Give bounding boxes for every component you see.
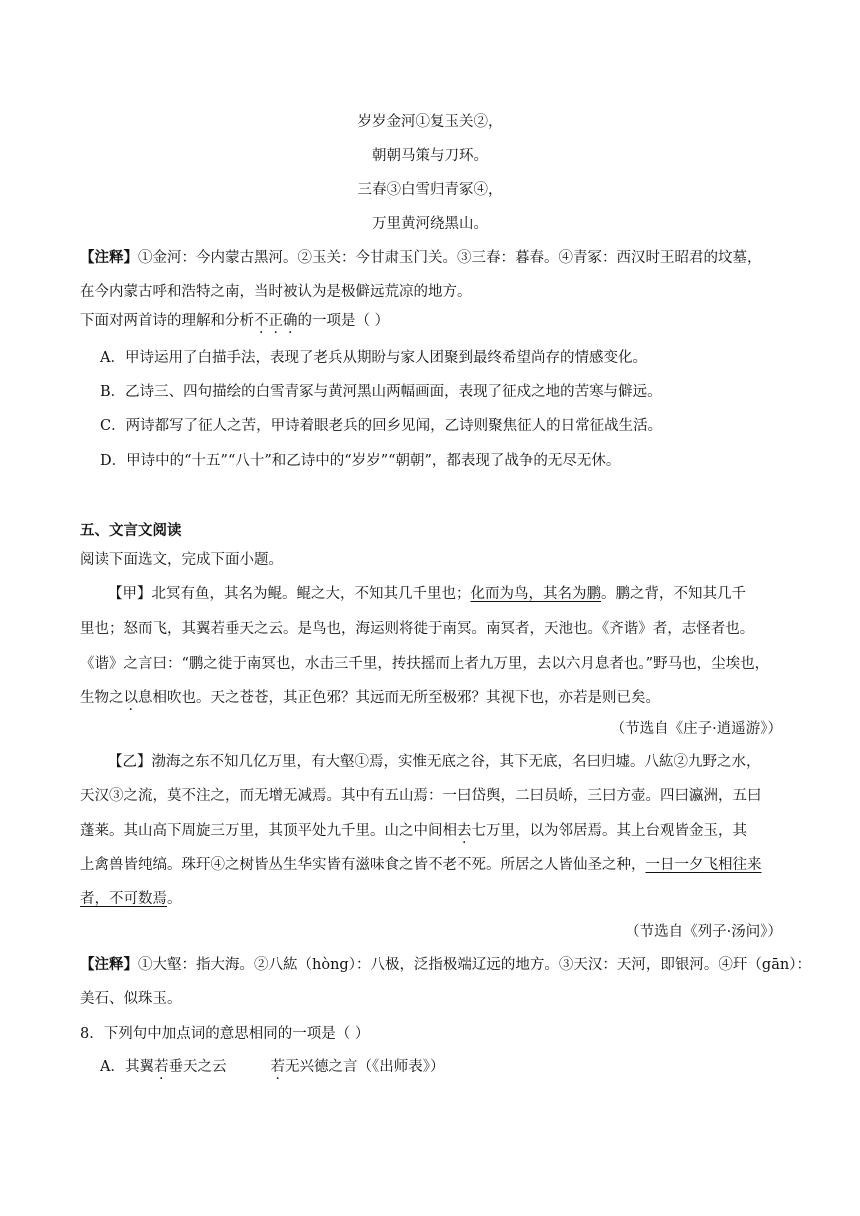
source-citation: （节选自《列子·汤问》） [625, 924, 782, 940]
question-stem [80, 311, 389, 331]
passage-jia-line [108, 584, 746, 604]
dotted-char: 不 [254, 313, 269, 329]
dotted-char: 以 [123, 690, 138, 706]
option-text: 无兴德之言（《出师表》） [284, 1059, 445, 1075]
stem-text: 下面对两首诗的理解和分析 [80, 313, 254, 329]
dotted-char: 正 [268, 313, 283, 329]
passage-text: 上禽兽皆纯缟。珠玕④之树皆丛生华实皆有滋味食之皆不老不死。所居之人皆仙圣之种， [80, 857, 646, 873]
passage-yi-line [80, 821, 747, 841]
notes-text: ①大壑：指大海。②八紘（hòng）：八极，泛指极端辽远的地方。③天汉：天河，即银河。④玕（gān）： [138, 957, 811, 973]
section-heading: 五、文言文阅读 [80, 522, 182, 539]
passage-text: 。 [167, 891, 182, 907]
question-stem: 8．下列句中加点词的意思相同的一项是（ ） [80, 1026, 370, 1042]
underlined-sentence: 者，不可数焉 [80, 891, 167, 907]
passage-yi-line [80, 889, 182, 909]
dotted-char: 若 [153, 1059, 169, 1075]
poem-line: 万里黄河绕黑山。 [372, 216, 488, 232]
option-text: A．其翼 [100, 1059, 154, 1075]
passage-text: 息相吹也。天之苍苍，其正色邪？其远而无所至极邪？其视下也，亦若是则已矣。 [138, 690, 660, 706]
notes-label: 【注释】 [80, 249, 138, 266]
notes-label: 【注释】 [80, 956, 138, 973]
poem-line: 岁岁金河①复玉关②， [357, 114, 503, 130]
underlined-sentence: 一日一夕飞相往来 [645, 857, 762, 873]
option-a: A．甲诗运用了白描手法，表现了老兵从期盼与家人团聚到最终希望尚存的情感变化。 [100, 350, 647, 366]
option-text: 垂天之云 [168, 1059, 227, 1075]
option-b: B．乙诗三、四句描绘的白雪青冢与黄河黑山两幅画面，表现了征戍之地的苦寒与僻远。 [100, 384, 662, 400]
passage-jia-line: 《谐》之言曰：“鹏之徙于南冥也，水击三千里，抟扶摇而上者九万里，去以六月息者也。”野马也，尘埃也， [80, 656, 770, 672]
dotted-char: 确 [283, 313, 298, 329]
poem-line: 朝朝马策与刀环。 [372, 148, 488, 164]
poem-line: 三春③白雪归青冢④， [357, 182, 503, 198]
wenyan-notes-line [80, 955, 811, 975]
option-c: C．两诗都写了征人之苦，甲诗着眼老兵的回乡见闻，乙诗则聚焦征人的日常征战生活。 [100, 418, 663, 434]
passage-text: 【甲】北冥有鱼，其名为鲲。鲲之大，不知其几千里也； [108, 586, 471, 602]
source-citation: （节选自《庄子·逍遥游》） [610, 721, 782, 737]
stem-text: 的一项是（ ） [297, 313, 390, 329]
passage-yi-line [80, 855, 762, 875]
passage-text: 七万里，以为邻居焉。其上台观皆金玉，其 [471, 823, 747, 839]
option-d: D．甲诗中的“十五”“八十”和乙诗中的“岁岁”“朝朝”，都表现了战争的无尽无休。 [100, 453, 621, 469]
passage-text: 生物之 [80, 690, 124, 706]
passage-yi-line: 【乙】渤海之东不知几亿万里，有大壑①焉，实惟无底之谷，其下无底，名曰归墟。八紘②九野之水， [108, 754, 761, 770]
passage-jia-line: 里也；怒而飞，其翼若垂天之云。是鸟也，海运则将徙于南冥。南冥者，天池也。《齐谐》者，志怪者也。 [80, 621, 755, 637]
passage-text: 。鹏之背，不知其几千 [601, 586, 746, 602]
dotted-char: 若 [270, 1059, 285, 1075]
dotted-char: 去 [457, 823, 472, 839]
passage-jia-line [80, 688, 660, 708]
poem-notes-line: 在今内蒙古呼和浩特之南，当时被认为是极僻远荒凉的地方。 [80, 284, 472, 300]
passage-text: 蓬莱。其山高下周旋三万里，其顶平处九千里。山之中间相 [80, 823, 457, 839]
notes-text: ①金河：今内蒙古黑河。②玉关：今甘肃玉门关。③三春：暮春。④青冢：西汉时王昭君的坟墓， [138, 250, 762, 266]
poem-notes-line [80, 248, 762, 268]
option-a [100, 1057, 444, 1077]
underlined-sentence: 化而为鸟，其名为鹏 [470, 586, 601, 602]
section-instruction: 阅读下面选文，完成下面小题。 [80, 552, 283, 568]
passage-yi-line: 天汉③之流，莫不注之，而无增无减焉。其中有五山焉：一曰岱舆，二曰员峤，三曰方壶。四曰瀛洲，五曰 [80, 788, 762, 804]
wenyan-notes-line: 美石、似珠玉。 [80, 991, 182, 1007]
